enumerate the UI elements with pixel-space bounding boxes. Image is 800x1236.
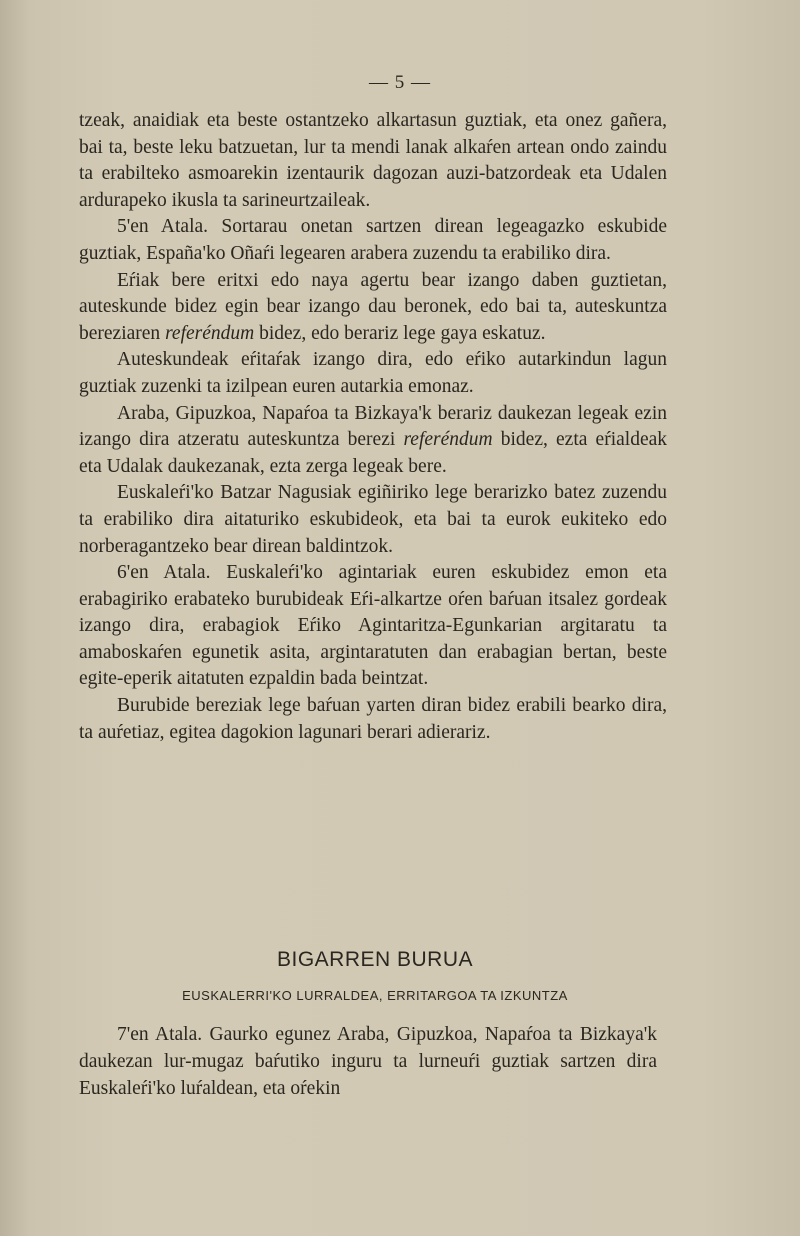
paragraph: 6'en Atala. Euskaleŕi'ko agintariak euren eskubidez emon eta erabagiriko erabateko burubideak Eŕi-alkartze oŕen baŕuan itsalez gordeak izango dira, erabagiok Eŕiko Agintaritza-Egunkarian argitaratu ta amaboskaŕen egunetik asita, argintaratuten dan erabagian bertan, beste egite-eperik aitatuten ezpaldin bada beintzat. (79, 562, 667, 690)
paragraph (79, 268, 667, 348)
paragraph-text: bidez, edo berariz lege gaya eskatuz. (259, 322, 546, 344)
paragraph: 5'en Atala. Sortarau onetan sartzen direan legeagazko eskubide guztiak, España'ko Oñaŕi legearen arabera zuzendu ta erabiliko dira. (79, 216, 667, 264)
chapter-text (79, 1022, 657, 1102)
paragraph (79, 401, 667, 481)
paragraph: 7'en Atala. Gaurko egunez Araba, Gipuzkoa, Napaŕoa ta Bizkaya'k daukezan lur-mugaz baŕutiko inguru ta lurneuŕi guztiak sartzen dira Euskaleŕi'ko luŕaldean, eta oŕekin (79, 1024, 657, 1099)
paragraph-text: Araba, Gipuzkoa, Napaŕoa ta Bizkaya'k berariz daukezan legeak ezin izango dira atzeratu auteskuntza berezi (79, 402, 667, 451)
page-number: — 5 — (369, 72, 431, 93)
paragraph: Auteskundeak eŕitaŕak izango dira, edo eŕiko autarkindun lagun guztiak zuzenki ta izilpean euren autarkia emonaz. (79, 349, 667, 397)
paragraph-text: bidez, ezta eŕialdeak eta Udalak daukezanak, ezta zerga legeak bere. (79, 429, 668, 477)
paragraph-text: Eŕiak bere eritxi edo naya agertu bear izango daben guztietan, auteskunde bidez egin bear izango dau beronek, edo bai ta, auteskuntza bereziaren (79, 269, 667, 344)
italic-term: referéndum (403, 429, 493, 451)
chapter-title: BIGARREN BURUA (276, 948, 474, 971)
paragraph: Burubide bereziak lege baŕuan yarten diran bidez erabili bearko dira, ta auŕetiaz, egitea dagokion lagunari berari adierariz. (79, 695, 667, 743)
main-text (79, 108, 667, 746)
paragraph: Euskaleŕi'ko Batzar Nagusiak egiñiriko lege berarizko batez zuzendu ta erabiliko dira aitaturiko eskubideok, eta bai ta eurok eukiteko edo norberagantzeko bear direan baldintzok. (79, 482, 667, 557)
italic-term: referéndum (165, 322, 255, 344)
chapter-subtitle: EUSKALERRI'KO LURRALDEA, ERRITARGOA TA IZKUNTZA (182, 988, 568, 1003)
paragraph: tzeak, anaidiak eta beste ostantzeko alkartasun guztiak, eta onez gañera, bai ta, beste leku batzuetan, lur ta mendi lanak alkaŕen artean ondo zaindu ta erabilteko asmoarekin izentaurik dagozan auzi-batzordeak eta Udalen ardurapeko ikusla ta sarineurtzaileak. (79, 110, 667, 211)
